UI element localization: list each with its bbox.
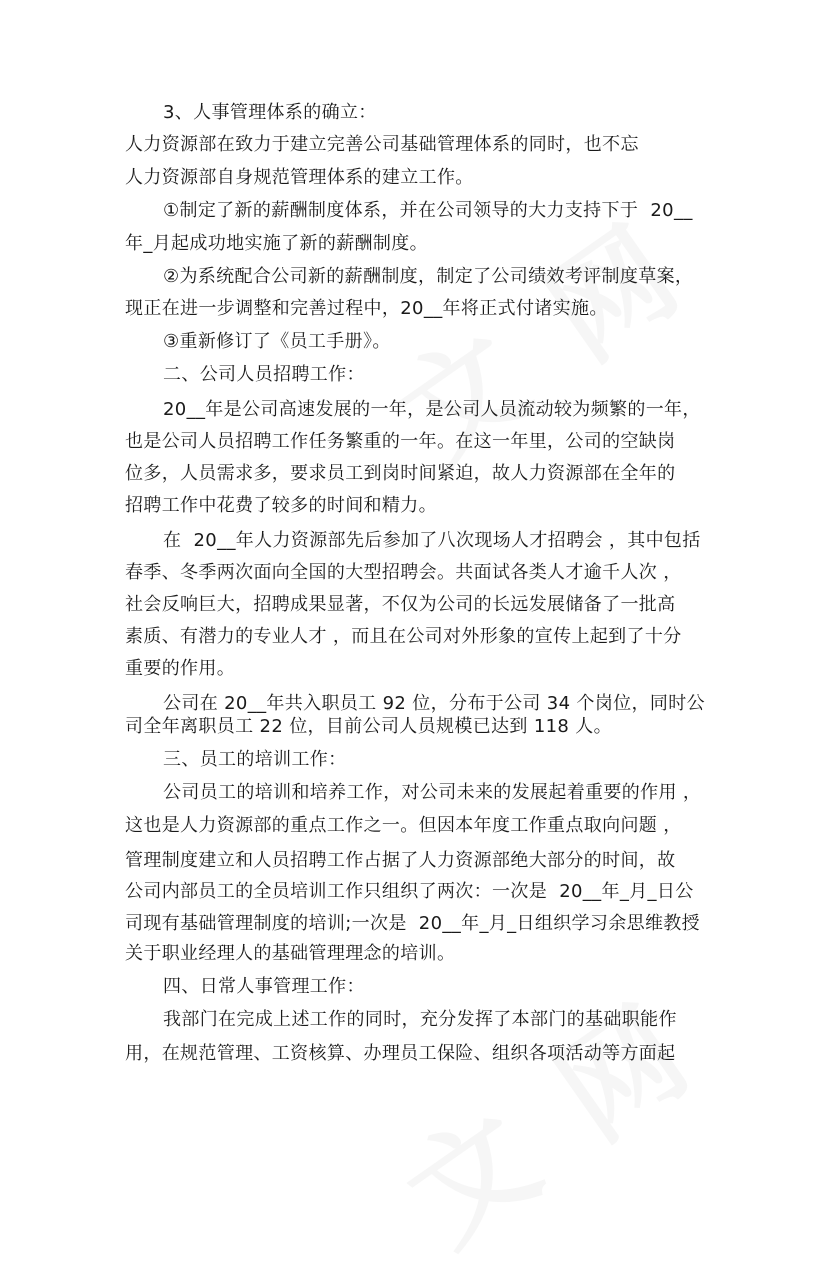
paragraph-line: 公司内部员工的全员培训工作只组织了两次：一次是 20__年_月_日公 [125, 881, 694, 902]
paragraph-line: 这也是人力资源部的重点工作之一。但因本年度工作重点取向问题 ， [125, 815, 682, 836]
section-heading: 二、公司人员招聘工作： [163, 364, 365, 385]
paragraph-line: 用，在规范管理、工资核算、办理员工保险、组织各项活动等方面起 [125, 1043, 676, 1064]
paragraph-line: 素质、有潜力的专业人才 ，而且在公司对外形象的宣传上起到了十分 [125, 626, 682, 647]
paragraph-line: 年_月起成功地实施了新的薪酬制度。 [125, 233, 428, 254]
section-heading: 四、日常人事管理工作： [163, 976, 365, 997]
paragraph-line: ①制定了新的薪酬制度体系，并在公司领导的大力支持下于 20__ [163, 200, 693, 221]
paragraph-line: 位多，人员需求多，要求员工到岗时间紧迫，故人力资源部在全年的 [125, 463, 676, 484]
paragraph-line: 春季、冬季两次面向全国的大型招聘会。共面试各类人才逾千人次 ， [125, 562, 682, 583]
paragraph-line: 人力资源部在致力于建立完善公司基础管理体系的同时，也不忘 [125, 134, 639, 155]
paragraph-line: 招聘工作中花费了较多的时间和精力。 [125, 495, 437, 516]
paragraph-line: 我部门在完成上述工作的同时，充分发挥了本部门的基础职能作 [163, 1009, 677, 1030]
paragraph-line: 公司员工的培训和培养工作，对公司未来的发展起着重要的作用 ， [163, 782, 702, 803]
paragraph-line: 人力资源部自身规范管理体系的建立工作。 [125, 167, 474, 188]
paragraph-line: 20__年是公司高速发展的一年，是公司人员流动较为频繁的一年， [163, 399, 701, 420]
paragraph-line: ②为系统配合公司新的薪酬制度，制定了公司绩效考评制度草案， [163, 266, 694, 287]
paragraph-line: ③重新修订了《员工手册》。 [163, 331, 391, 352]
paragraph-line: 司全年离职员工 22 位，目前公司人员规模已达到 118 人。 [125, 716, 612, 737]
paragraph-line: 社会反响巨大，招聘成果显著，不仅为公司的长远发展储备了一批高 [125, 594, 676, 615]
paragraph-line: 重要的作用。 [125, 658, 236, 679]
paragraph-line: 现正在进一步调整和完善过程中，20__年将正式付诸实施。 [125, 298, 608, 319]
paragraph-line: 公司在 20__年共入职员工 92 位，分布于公司 34 个岗位，同时公 [163, 693, 705, 714]
paragraph-line: 司现有基础管理制度的培训;一次是 20__年_月_日组织学习余思维教授 [125, 913, 701, 934]
section-heading: 三、员工的培训工作： [163, 749, 347, 770]
paragraph-line: 管理制度建立和人员招聘工作占据了人力资源部绝大部分的时间，故 [125, 850, 676, 871]
paragraph-line: 也是公司人员招聘工作任务繁重的一年。在这一年里，公司的空缺岗 [125, 431, 676, 452]
section-heading: 3、人事管理体系的确立： [163, 102, 377, 123]
watermark [369, 956, 723, 1276]
paragraph-line: 在 20__年人力资源部先后参加了八次现场人才招聘会 ，其中包括 [163, 530, 701, 551]
paragraph-line: 关于职业经理人的基础管理理念的培训。 [125, 943, 456, 964]
